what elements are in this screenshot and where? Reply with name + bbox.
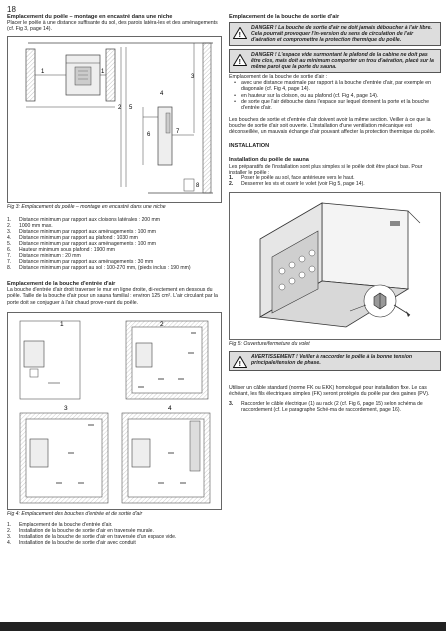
danger-text-1: DANGER ! La bouche de sortie d'air ne doit jamais déboucher à l'air libre. Cela pourrait provoquer l'in-version du sens de circulation de l'air d'aération et compromettre la protection thermique du poêle. bbox=[251, 25, 432, 44]
list-item: 1. Emplacement de la bouche d'entrée d'air. bbox=[7, 521, 113, 528]
installation-text: Les préparatifs de l'installation sont plus simples si le poêle doit être placé bas. Pour installer le poêle : bbox=[229, 163, 423, 176]
danger-text-2: DANGER ! L'espace vide surmontant le plafond de la cabine ne doit pas être clos, mais doit au minimum comporter un trou d'aération, placé sur la même paroi que la porte du sauna. bbox=[251, 52, 434, 71]
warning-box bbox=[229, 351, 441, 371]
warning-text: AVERTISSEMENT ! Veiller à raccorder le poêle à la bonne tension principale/tension de phase. bbox=[251, 353, 413, 366]
fig3-label-5: 5 bbox=[129, 105, 133, 112]
entry-text: La bouche d'entrée d'air droit traverser le mur en ligne droite, di-rectement en dessous du poêle. Taille de la bouche d'air pour un sauna familial : environ 125 cm². L'air circulant par la porte doit se conjuguer à l'air chaud prove-nant du poêle. bbox=[7, 287, 218, 306]
fig4-list bbox=[7, 523, 222, 547]
list-item: 7. Distance minimum : 20 mm bbox=[7, 253, 81, 260]
fig3-label-2: 2 bbox=[118, 105, 122, 112]
page-footer-bar bbox=[0, 622, 446, 631]
list-item: 4. Installation de la bouche de sortie d'air avec conduit bbox=[7, 539, 136, 546]
fig4-label-2: 2 bbox=[160, 320, 164, 328]
list-item: 3. Distance minimum par rapport aux aménagements : 100 mm bbox=[7, 229, 157, 236]
figure-5 bbox=[229, 192, 441, 340]
list-item: • en hauteur sur la cloison, ou au plafond (cf. Fig 4, page 14). bbox=[234, 92, 379, 99]
niche-title: Emplacement du poêle – montage en encastré dans une niche bbox=[7, 14, 173, 20]
list-item: 4. Distance minimum par rapport au plafond : 1030 mm bbox=[7, 235, 138, 242]
fig3-caption: Fig 3: Emplacement du poêle – montage en encastré dans une niche bbox=[7, 204, 166, 211]
fig4-caption: Fig 4: Emplacement des bouches d'entrée et de sortie d'air bbox=[7, 510, 143, 517]
niche-intro: Placer le poêle à une distance suffisante du sol, des parois latéra-les et des aménagements (cf. Fig 3, page 14). bbox=[7, 20, 218, 33]
list-item: 2. 1000 mm max. bbox=[7, 223, 53, 230]
fig3-label-8: 8 bbox=[196, 183, 200, 190]
warning-triangle-icon bbox=[233, 54, 247, 66]
list-item: 2. Desserrer les vis et ouvrir le volet (voir Fig 5, page 14). bbox=[229, 180, 365, 187]
list-item: • avec une distance maximale par rapport à la bouche d'entrée d'air, par exemple en diagonale (cf. Fig 4, page 14). bbox=[234, 80, 431, 93]
list-item: 2. Installation de la bouche de sortie d'air en traversée murale. bbox=[7, 527, 154, 534]
fig4-label-4: 4 bbox=[168, 404, 172, 412]
list-item: 8. Distance minimum par rapport au sol : 100-270 mm, (pieds inclus : 190 mm) bbox=[7, 265, 191, 272]
list-item: • de sorte que l'air débouche dans l'espace sur lequel donnent la porte et la bouche d'entrée d'air. bbox=[234, 98, 429, 111]
right-column bbox=[229, 14, 441, 414]
entry-title: Emplacement de la bouche d'entrée d'air bbox=[7, 281, 116, 288]
fig4-label-3: 3 bbox=[64, 404, 68, 412]
exit-bullets bbox=[229, 80, 441, 110]
fig3-label-1b: 1 bbox=[101, 69, 105, 76]
exit-intro: Emplacement de la bouche de sortie d'air : bbox=[229, 74, 328, 81]
left-column bbox=[7, 14, 222, 546]
svg-text:!: ! bbox=[238, 59, 241, 67]
fig3-label-4: 4 bbox=[160, 91, 164, 98]
danger-box-2 bbox=[229, 49, 441, 73]
svg-text:!: ! bbox=[238, 360, 241, 368]
list-item: 1. Poser le poêle au sol, face antérieure vers le haut. bbox=[229, 174, 355, 181]
list-item: 3. Installation de la bouche de sortie d'air en traversée d'un espace vide. bbox=[7, 533, 177, 540]
fig3-label-3: 3 bbox=[191, 74, 195, 81]
installation-subtitle: Installation du poêle de sauna bbox=[229, 157, 309, 164]
danger-box-1 bbox=[229, 22, 441, 46]
fig4-drawing bbox=[8, 313, 221, 509]
warning-triangle-icon bbox=[233, 356, 247, 368]
install-steps bbox=[229, 176, 441, 188]
fig3-label-6: 6 bbox=[147, 132, 151, 139]
list-item: 5. Distance minimum par rapport aux aménagements : 100 mm bbox=[7, 241, 157, 248]
warning-triangle-icon bbox=[233, 27, 247, 39]
fig5-drawing bbox=[230, 193, 440, 339]
cable-text: Utiliser un câble standard (norme FK ou EKK) homologué pour installation fixe. Le cas échéant, les fils électriques simples (FK) seront protégés du poêle par des gaines (PV). bbox=[229, 384, 430, 397]
svg-text:!: ! bbox=[238, 32, 241, 40]
exit-title: Emplacement de la bouche de sortie d'air bbox=[229, 14, 340, 20]
installation-title: INSTALLATION bbox=[229, 143, 270, 150]
fig4-label-1: 1 bbox=[60, 320, 64, 328]
distance-list bbox=[7, 218, 222, 272]
fig3-drawing bbox=[8, 37, 221, 202]
figure-3 bbox=[7, 36, 222, 203]
fig3-label-1a: 1 bbox=[41, 69, 45, 76]
page-number: 18 bbox=[7, 5, 16, 14]
list-item: 3. Raccorder le câble électrique (1) au rack (2 (cf. Fig 6, page 15) selon schéma de raccordement (cf. Le paragraphe Sché-ma de raccordement, page 16). bbox=[229, 401, 423, 413]
figure-4 bbox=[7, 312, 222, 510]
list-item: 1. Distance minimum par rapport aux cloisons latérales : 200 mm bbox=[7, 217, 160, 224]
list-item: 6. Hauteur minimum sous plafond : 1900 mm bbox=[7, 247, 115, 254]
fig5-caption: Fig 5: Ouverture/fermeture du volet bbox=[229, 340, 310, 347]
exit-paragraph: Les bouches de sortie et d'entrée d'air doivent avoir la même section. Veiller à ce que la bouche de sortie d'air soit ouverte. L'installation d'une ventilation mécanique est déconseillée, un mauvais échange d'air pouvant affecter la protection thermique du poêle. bbox=[229, 116, 436, 136]
step-3 bbox=[229, 402, 441, 414]
list-item: 7. Distance minimum par rapport aux aménagements : 30 mm bbox=[7, 259, 154, 266]
fig3-label-7: 7 bbox=[176, 129, 180, 136]
